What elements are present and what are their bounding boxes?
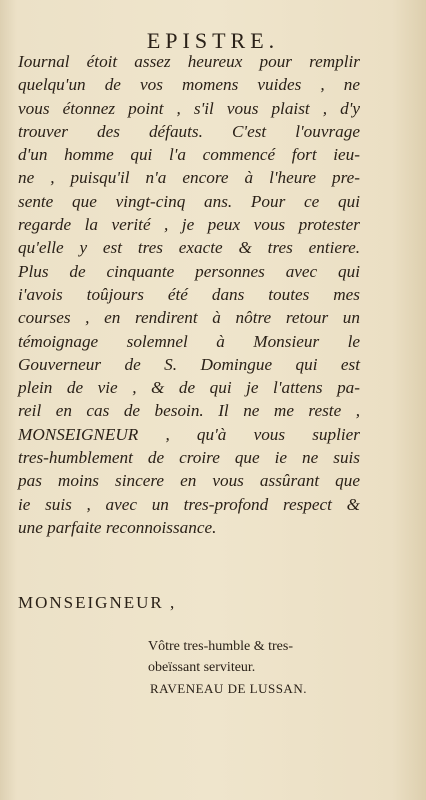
body-line: tres-humblement de croire que ie ne suis xyxy=(18,448,360,468)
signature-name: RAVENEAU DE LUSSAN. xyxy=(150,681,307,696)
body-line: d'un homme qui l'a commencé fort ieu- xyxy=(18,145,360,165)
body-line: i'avois toûjours été dans toutes mes xyxy=(18,284,360,304)
signoff-line: obeïssant serviteur. xyxy=(148,660,256,675)
body-line: trouver des défauts. C'est l'ouvrage xyxy=(18,121,360,141)
signoff-line: Vôtre tres-humble & tres- xyxy=(148,639,294,654)
body-line: Iournal étoit assez heureux pour remplir xyxy=(18,52,360,71)
body-line: MONSEIGNEUR , qu'à vous suplier xyxy=(18,424,360,444)
body-line: Gouverneur de S. Domingue qui est xyxy=(18,354,360,374)
letter-body xyxy=(18,50,360,539)
body-line: sente que vingt-cinq ans. Pour ce qui xyxy=(18,191,360,211)
body-line: ie suis , avec un tres-profond respect & xyxy=(18,494,360,514)
body-line: vous étonnez point , s'il vous plaist , d'y xyxy=(18,98,360,118)
body-line: témoignage solemnel à Monsieur le xyxy=(18,331,360,351)
body-line: pas moins sincere en vous assûrant que xyxy=(18,471,360,491)
body-line: regarde la verité , je peux vous protester xyxy=(18,215,360,235)
body-line: quelqu'un de vos momens vuides , ne xyxy=(18,75,360,95)
body-line: plein de vie , & de qui je l'attens pa- xyxy=(18,378,360,398)
body-line: ne , puisqu'il n'a encore à l'heure pre- xyxy=(18,168,360,188)
body-line: reil en cas de besoin. Il ne me reste , xyxy=(18,401,360,421)
salutation: MONSEIGNEUR , xyxy=(18,593,177,612)
body-line: Plus de cinquante personnes avec qui xyxy=(18,261,360,281)
body-line: une parfaite reconnoissance. xyxy=(18,517,217,537)
signoff-block xyxy=(148,636,363,699)
page-heading: EPISTRE. xyxy=(146,28,280,53)
body-line: qu'elle y est tres exacte & tres entiere. xyxy=(18,238,360,258)
body-line: courses , en rendirent à nôtre retour un xyxy=(18,308,360,328)
